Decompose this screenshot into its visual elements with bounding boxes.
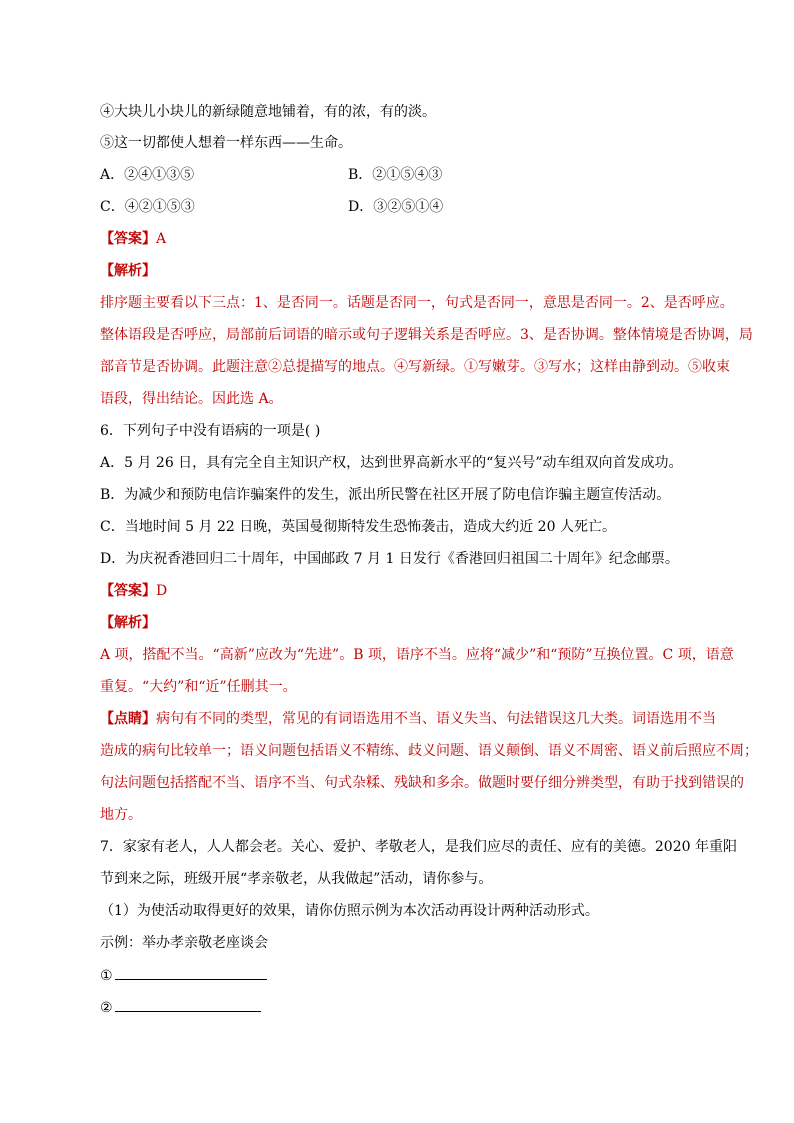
answer-value: D	[156, 583, 168, 599]
q5-analysis-line: 排序题主要看以下三点：1、是否同一。话题是否同一，句式是否同一，意思是否同一。2、是否呼应。	[100, 295, 734, 311]
q5-answer	[100, 229, 166, 249]
sentence-4: ④大块儿小块儿的新绿随意地铺着，有的浓，有的淡。	[100, 104, 436, 120]
q6-option-c: C．当地时间 5 月 22 日晚，英国曼彻斯特发生恐怖袭击，造成大约近 20 人死亡。	[100, 519, 616, 535]
q7-stem-line: 节到来之际，班级开展“孝亲敬老，从我做起”活动，请你参与。	[100, 871, 493, 887]
answer-blank-line[interactable]	[115, 965, 267, 980]
q6-point-line: 句法问题包括搭配不当、语序不当、句式杂糅、残缺和多余。做题时要仔细分辨类型，有助于找到错误的	[100, 775, 744, 791]
blank-label: ①	[100, 968, 113, 984]
q6-option-d: D．为庆祝香港回归二十周年，中国邮政 7 月 1 日发行《香港回归祖国二十周年》纪念邮票。	[100, 551, 679, 567]
answer-tag: 【答案】	[100, 231, 156, 247]
answer-blank-line[interactable]	[115, 997, 261, 1012]
q6-analysis-line: A 项，搭配不当。“高新”应改为“先进”。B 项，语序不当。应将“减少”和“预防”互换位置。C 项，语意	[100, 647, 734, 663]
q6-analysis-line: 重复。“大约”和“近”任删其一。	[100, 679, 297, 695]
q7-stem-line: 7．家家有老人，人人都会老。关心、爱护、孝敬老人，是我们应尽的责任、应有的美德。2020 年重阳	[100, 839, 737, 855]
q6-answer	[100, 581, 167, 601]
q7-blank-2[interactable]	[100, 997, 261, 1018]
q6-stem: 6．下列句子中没有语病的一项是( )	[100, 423, 321, 439]
q5-option-c: C．④②①⑤③	[100, 199, 195, 215]
q5-option-d: D．③②⑤①④	[348, 199, 444, 215]
q6-option-a: A．5 月 26 日，具有完全自主知识产权，达到世界高新水平的“复兴号”动车组双向首发成功。	[100, 455, 683, 471]
q7-subquestion-1: （1）为使活动取得更好的效果，请你仿照示例为本次活动再设计两种活动形式。	[100, 903, 599, 919]
q6-option-b: B．为减少和预防电信诈骗案件的发生，派出所民警在社区开展了防电信诈骗主题宣传活动。	[100, 487, 671, 503]
q7-example: 示例：举办孝亲敬老座谈会	[100, 935, 268, 951]
q6-point-line: 地方。	[100, 807, 142, 823]
q5-analysis-line: 整体语段是否呼应，局部前后词语的暗示或句子逻辑关系是否呼应。3、是否协调。整体情境是否协调，局	[100, 327, 753, 343]
q5-option-a: A．②④①③⑤	[100, 167, 195, 183]
q5-analysis-line: 语段，得出结论。因此选 A。	[100, 391, 283, 407]
blank-label: ②	[100, 1000, 113, 1016]
sentence-5: ⑤这一切都使人想着一样东西——生命。	[100, 135, 352, 151]
point-line: 病句有不同的类型，常见的有词语选用不当、语义失当、句法错误这几大类。词语选用不当	[156, 711, 716, 727]
answer-value: A	[156, 231, 167, 247]
answer-tag: 【答案】	[100, 583, 156, 599]
q6-point	[100, 709, 716, 729]
q6-point-line: 造成的病句比较单一；语义问题包括语义不精练、歧义问题、语义颠倒、语义不周密、语义前后照应不周；	[100, 743, 758, 759]
q5-option-b: B．②①⑤④③	[348, 167, 443, 183]
point-tag: 【点睛】	[100, 711, 156, 727]
q5-analysis-tag: 【解析】	[100, 263, 156, 279]
q6-analysis-tag: 【解析】	[100, 615, 156, 631]
q5-analysis-line: 部音节是否协调。此题注意②总提描写的地点。④写新绿。①写嫩芽。③写水；这样由静到动。⑤收束	[100, 359, 730, 375]
q7-blank-1[interactable]	[100, 965, 267, 986]
